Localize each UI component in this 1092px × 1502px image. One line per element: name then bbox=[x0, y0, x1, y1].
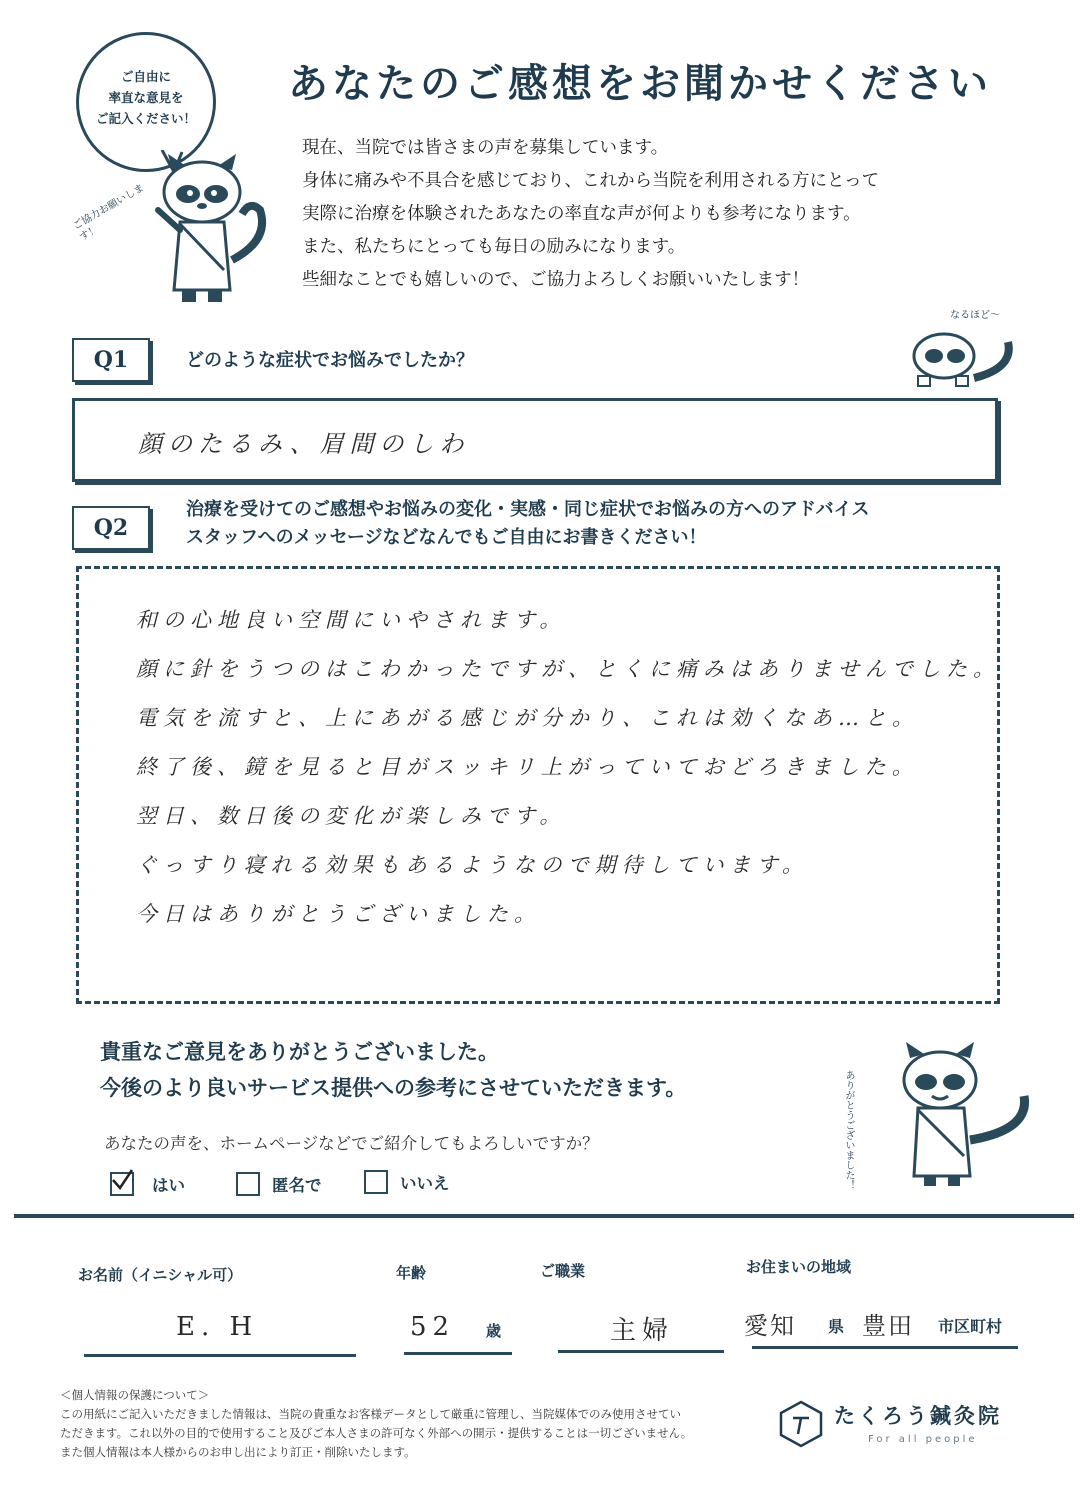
age-label: 年齢 bbox=[396, 1264, 427, 1282]
thanks-message: 貴重なご意見をありがとうございました。 今後のより良いサービス提供への参考にさせていただきます。 bbox=[100, 1040, 687, 1100]
raccoon-mascot-illustration bbox=[150, 150, 280, 310]
clinic-tagline: For all people bbox=[868, 1434, 978, 1445]
answer-line: 電気を流すと、上にあがる感じが分かり、これは効くなあ…と。 bbox=[136, 706, 919, 730]
side-note: ご協力お願いします！ bbox=[71, 182, 147, 244]
name-underline bbox=[84, 1354, 356, 1357]
job-label: ご職業 bbox=[540, 1262, 586, 1280]
q2-answer bbox=[136, 596, 1000, 939]
answer-line: 今日はありがとうございました。 bbox=[136, 902, 541, 926]
clinic-logo-icon bbox=[778, 1400, 824, 1448]
name-label: お名前（イニシャル可） bbox=[78, 1266, 243, 1284]
consent-option-label: はい bbox=[152, 1176, 185, 1195]
area-underline bbox=[752, 1346, 1018, 1349]
mascot-note: なるほど～ bbox=[950, 310, 1000, 321]
peeking-raccoon-illustration bbox=[904, 328, 1024, 392]
privacy-notice: ＜個人情報の保護について＞ この用紙にご記入いただきました情報は、当院の貴重なお客様データとして厳重に管理し、当院媒体でのみ使用させてい ただきます。これ以外の目的で使用すること及びご本人さまの許可なく外部への開示・提供することは一切ございません。 また個人情報は本人様からのお申し出により訂正・削除いたします。 bbox=[60, 1388, 693, 1459]
pref-value[interactable]: 愛知 bbox=[744, 1312, 796, 1340]
job-underline bbox=[558, 1350, 724, 1353]
page-title: あなたのご感想をお聞かせください bbox=[288, 61, 992, 107]
mascot-thanks: ありがとうございました！ bbox=[843, 1070, 854, 1190]
answer-line: 顔に針をうつのはこわかったですが、とくに痛みはありませんでした。 bbox=[136, 657, 1000, 681]
name-value[interactable]: E. H bbox=[176, 1312, 259, 1342]
divider bbox=[14, 1214, 1074, 1218]
pref-unit: 県 bbox=[828, 1317, 845, 1336]
consent-checkbox-no[interactable] bbox=[364, 1170, 388, 1194]
checkmark-icon bbox=[108, 1166, 136, 1194]
consent-checkbox-anonymous[interactable] bbox=[236, 1172, 260, 1196]
answer-line: ぐっすり寝れる効果もあるようなので期待しています。 bbox=[136, 853, 809, 877]
q2-label: Q2 bbox=[72, 506, 150, 550]
consent-question: あなたの声を、ホームページなどでご紹介してもよろしいですか？ bbox=[104, 1134, 599, 1153]
q2-question: 治療を受けてのご感想やお悩みの変化・実感・同じ症状でお悩みの方へのアドバイス スタッフへのメッセージなどなんでもご自由にお書きください！ bbox=[186, 499, 870, 548]
consent-option-label: いいえ bbox=[400, 1174, 450, 1193]
answer-line: 和の心地良い空間にいやされます。 bbox=[136, 608, 567, 632]
city-unit: 市区町村 bbox=[938, 1317, 1003, 1336]
bowing-raccoon-illustration bbox=[890, 1040, 1040, 1190]
q1-answer: 顔のたるみ、眉間のしわ bbox=[138, 430, 470, 458]
area-label: お住まいの地域 bbox=[746, 1258, 852, 1276]
intro-text: 現在、当院では皆さまの声を募集しています。 身体に痛みや不具合を感じており、これから当院を利用される方にとって 実際に治療を体験されたあなたの率直な声が何よりも参考になります。 また、私たちにとっても毎日の励みになります。 些細なことでも嬉しいので、ご協力よろしくお願いいたします！ bbox=[302, 138, 880, 290]
q1-question: どのような症状でお悩みでしたか？ bbox=[186, 350, 474, 371]
q1-label: Q1 bbox=[72, 338, 150, 382]
answer-line: 翌日、数日後の変化が楽しみです。 bbox=[136, 804, 567, 828]
city-value[interactable]: 豊田 bbox=[862, 1312, 914, 1340]
age-underline bbox=[404, 1352, 512, 1355]
bubble-text: ご自由に 率直な意見を ご記入ください！ bbox=[95, 69, 196, 126]
answer-line: 終了後、鏡を見ると目がスッキリ上がっていておどろきました。 bbox=[136, 755, 919, 779]
consent-option-label: 匿名で bbox=[272, 1176, 322, 1195]
age-value[interactable]: 52 bbox=[410, 1312, 456, 1342]
job-value[interactable]: 主婦 bbox=[610, 1316, 675, 1346]
age-unit: 歳 bbox=[486, 1322, 502, 1340]
clinic-name: たくろう鍼灸院 bbox=[834, 1404, 1002, 1428]
